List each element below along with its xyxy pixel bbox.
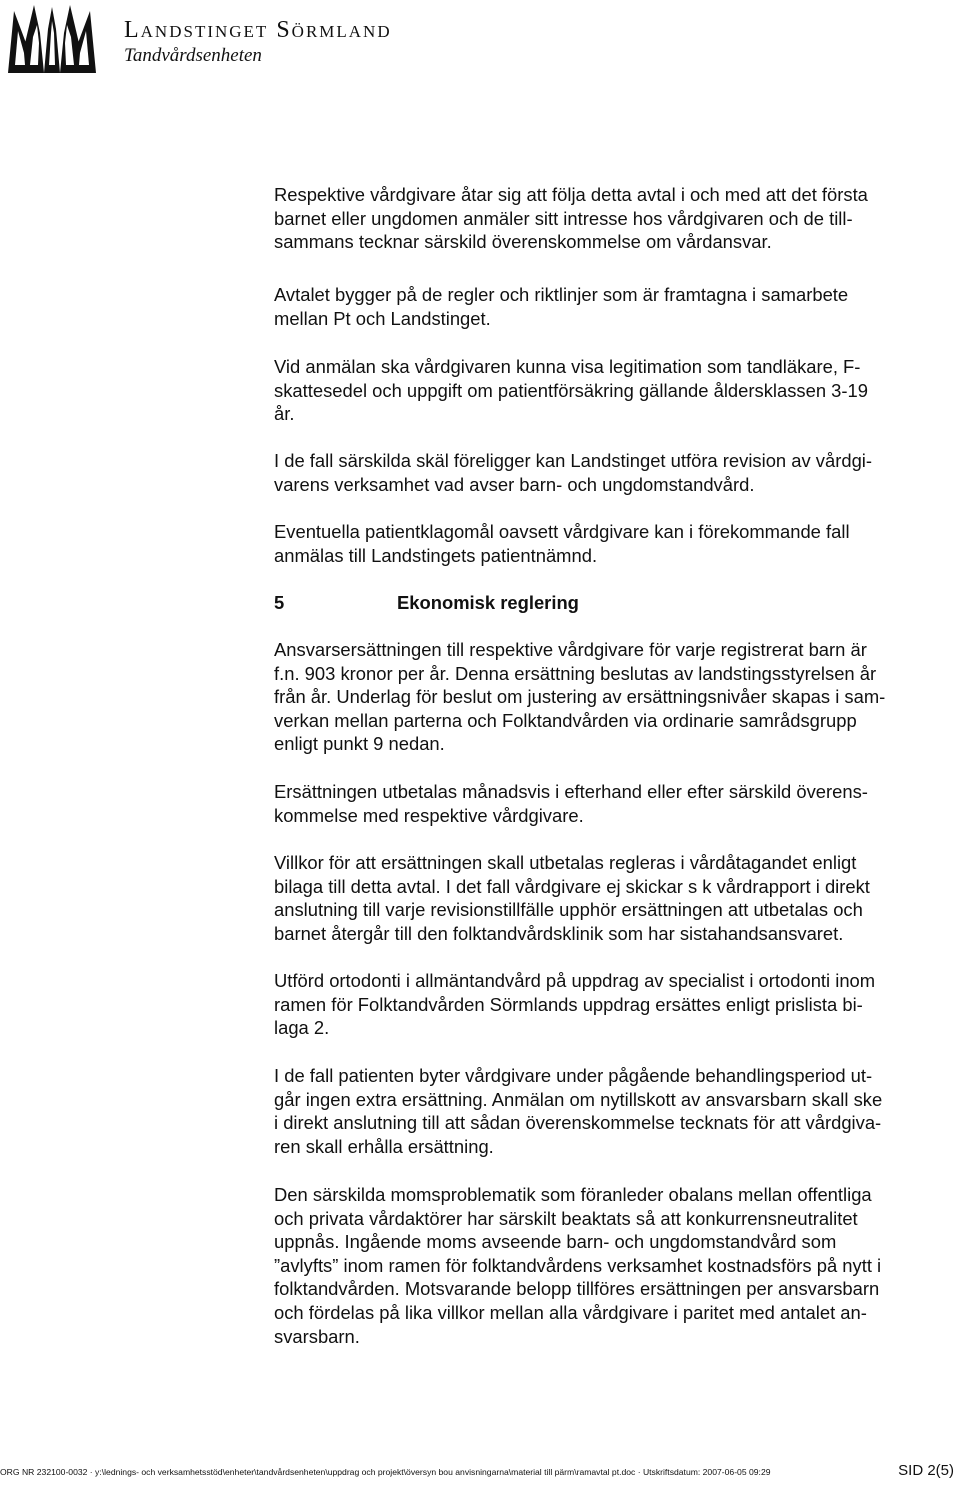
text-line: år. [274,403,295,425]
text-line: I de fall särskilda skäl föreligger kan Landstinget utföra revision av vårdgi- [274,450,873,471]
landstinget-logo-icon [4,3,100,75]
text-line: Villkor för att ersättningen skall utbetalas regleras i vårdåtagandet enligt [274,852,857,873]
text-line: folktandvården. Motsvarande belopp tillföres ersättningen per ansvarsbarn [274,1278,880,1300]
text-line: skattesedel och uppgift om patientförsäkring gällande åldersklassen 3-19 [274,379,868,401]
text-line: svarsbarn. [274,1325,360,1347]
footer-reference: ORG NR 232100-0032 · y:\lednings- och verksamhetsstöd\enheter\tandvårdsenheten\uppdrag och projekt\översyn bou anvisningarna\material till pärm\ramavtal pt.doc · Utskriftsdatum: 2007-06-05 09:29 [0,1467,771,1477]
text-line: Ersättningen utbetalas månadsvis i efterhand eller efter särskild överens- [274,781,868,802]
text-line: går ingen extra ersättning. Anmälan om nytillskott av ansvarsbarn skall ske [274,1088,883,1110]
text-line: Vid anmälan ska vårdgivaren kunna visa legitimation som tandläkare, F- [274,356,861,377]
text-line: uppnås. Ingående moms avseende barn- och ungdomstandvård som [274,1231,837,1253]
org-name: Landstinget Sörmland [124,17,392,43]
section-heading [274,591,579,615]
text-line: verkan mellan parterna och Folktandvården via ordinarie samrådsgrupp [274,709,857,731]
text-line: Respektive vårdgivare åtar sig att följa detta avtal i och med att det första [274,184,868,205]
text-line: och fördelas på lika villkor mellan alla vårdgivare i paritet med antalet an- [274,1301,867,1323]
paragraph [274,638,954,756]
paragraph [274,969,954,1040]
text-line: varens verksamhet vad avser barn- och ungdomstandvård. [274,473,755,495]
paragraph [274,183,954,254]
text-line: i direkt anslutning till att sådan överenskommelse tecknats för att vårdgiva- [274,1112,882,1134]
text-line: enligt punkt 9 nedan. [274,733,445,755]
section-number: 5 [274,592,285,613]
paragraph [274,449,954,496]
text-line: I de fall patienten byter vårdgivare under pågående behandlingsperiod ut- [274,1065,873,1086]
section-title: Ekonomisk reglering [397,592,579,613]
text-line: anslutning till varje revisionstillfälle upphör ersättningen att utbetalas och [274,899,863,921]
text-line: Ansvarsersättningen till respektive vårdgivare för varje registrerat barn är [274,639,867,660]
paragraph [274,520,954,567]
text-line: från år. Underlag för beslut om justering av ersättningsnivåer skapas i sam- [274,686,886,708]
unit-name: Tandvårdsenheten [124,45,262,66]
page-number: SID 2(5) [898,1462,954,1479]
paragraph [274,1064,954,1158]
text-line: Eventuella patientklagomål oavsett vårdgivare kan i förekommande fall [274,521,850,542]
paragraph [274,851,954,945]
text-line: kommelse med respektive vårdgivare. [274,804,584,826]
text-line: sammans tecknar särskild överenskommelse om vårdansvar. [274,231,772,253]
text-line: Utförd ortodonti i allmäntandvård på uppdrag av specialist i ortodonti inom [274,970,876,991]
text-line: Den särskilda momsproblematik som föranleder obalans mellan offentliga [274,1184,872,1205]
paragraph [274,355,954,426]
paragraph [274,780,954,827]
text-line: mellan Pt och Landstinget. [274,307,491,329]
text-line: och privata vårdaktörer har särskilt beaktats så att konkurrensneutralitet [274,1207,858,1229]
text-line: Avtalet bygger på de regler och riktlinjer som är framtagna i samarbete [274,284,849,305]
text-line: f.n. 903 kronor per år. Denna ersättning beslutas av landstingsstyrelsen år [274,662,877,684]
text-line: bilaga till detta avtal. I det fall vårdgivare ej skickar s k vårdrapport i direkt [274,875,870,897]
text-line: laga 2. [274,1017,330,1039]
text-line: ramen för Folktandvården Sörmlands uppdrag ersättes enligt prislista bi- [274,993,863,1015]
paragraph [274,283,954,330]
paragraph [274,1183,954,1348]
text-line: ren skall erhålla ersättning. [274,1135,494,1157]
text-line: barnet eller ungdomen anmäler sitt intresse hos vårdgivaren och de till- [274,207,853,229]
text-line: anmälas till Landstingets patientnämnd. [274,544,598,566]
text-line: barnet återgår till den folktandvårdsklinik som har sistahandsansvaret. [274,922,844,944]
text-line: ”avlyfts” inom ramen för folktandvårdens verksamhet kostnadsförs på nytt i [274,1254,882,1276]
